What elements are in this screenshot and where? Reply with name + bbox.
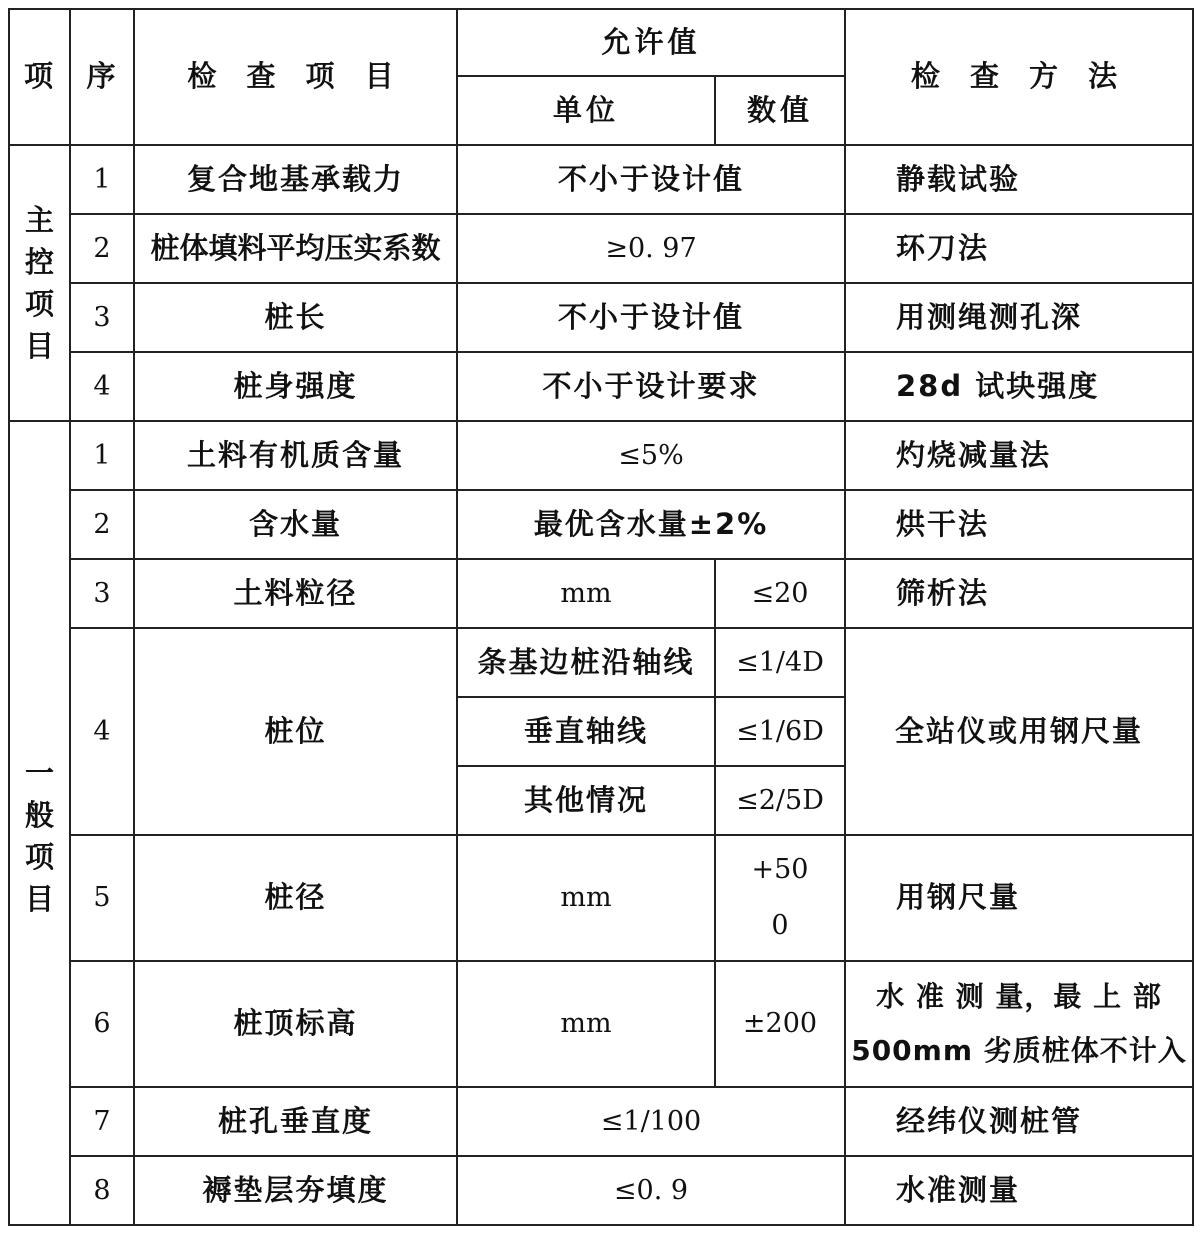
header-value: 数值 — [715, 76, 845, 145]
table-row — [9, 1087, 1193, 1156]
value-cell: ≤20 — [715, 559, 845, 628]
method-cell: 水准测量 — [845, 1156, 1193, 1225]
allowed-cell: ≤0. 9 — [457, 1156, 845, 1225]
value-upper: +50 — [751, 854, 809, 885]
header-method: 检 查 方 法 — [845, 9, 1193, 145]
method-line-2: 500mm 劣质桩体不计入 — [851, 1034, 1187, 1067]
header-allowed: 允许值 — [457, 9, 845, 76]
seq-cell: 8 — [70, 1156, 134, 1225]
value-cell: ±200 — [715, 961, 845, 1087]
method-cell: 筛析法 — [845, 559, 1193, 628]
unit-cell: 其他情况 — [457, 766, 715, 835]
table-row — [9, 835, 1193, 961]
allowed-cell: 不小于设计要求 — [457, 352, 845, 421]
category-label: 一般项目 — [24, 756, 54, 916]
seq-cell: 4 — [70, 628, 134, 835]
allowed-cell: ≥0. 97 — [457, 214, 845, 283]
seq-cell: 2 — [70, 214, 134, 283]
seq-cell: 4 — [70, 352, 134, 421]
inspection-table — [8, 8, 1194, 1226]
method-cell: 经纬仪测桩管 — [845, 1087, 1193, 1156]
unit-cell: mm — [457, 961, 715, 1087]
allowed-cell: 最优含水量±2% — [457, 490, 845, 559]
unit-cell: mm — [457, 559, 715, 628]
header-row-1 — [9, 9, 1193, 76]
table-row — [9, 961, 1193, 1087]
allowed-cell: ≤5% — [457, 421, 845, 490]
table-row — [9, 421, 1193, 490]
table-row — [9, 490, 1193, 559]
unit-cell: mm — [457, 835, 715, 961]
seq-cell: 1 — [70, 421, 134, 490]
value-lower: 0 — [771, 910, 789, 941]
category-general — [9, 421, 70, 1225]
item-cell: 桩顶标高 — [134, 961, 457, 1087]
header-seq: 序 — [70, 9, 134, 145]
category-label: 主控项目 — [24, 203, 54, 363]
seq-cell: 3 — [70, 559, 134, 628]
table-row — [9, 628, 1193, 697]
item-cell: 土料有机质含量 — [134, 421, 457, 490]
category-main-control — [9, 145, 70, 421]
item-cell: 复合地基承载力 — [134, 145, 457, 214]
item-cell: 桩体填料平均压实系数 — [134, 214, 457, 283]
method-cell: 28d 试块强度 — [845, 352, 1193, 421]
method-cell: 全站仪或用钢尺量 — [845, 628, 1193, 835]
item-cell: 桩身强度 — [134, 352, 457, 421]
header-unit: 单位 — [457, 76, 715, 145]
item-cell: 桩径 — [134, 835, 457, 961]
method-cell: 静载试验 — [845, 145, 1193, 214]
value-cell: ≤1/4D — [715, 628, 845, 697]
item-cell: 褥垫层夯填度 — [134, 1156, 457, 1225]
method-cell: 用钢尺量 — [845, 835, 1193, 961]
table-row — [9, 145, 1193, 214]
method-cell: 用测绳测孔深 — [845, 283, 1193, 352]
seq-cell: 1 — [70, 145, 134, 214]
unit-cell: 条基边桩沿轴线 — [457, 628, 715, 697]
header-category: 项 — [9, 9, 70, 145]
seq-cell: 6 — [70, 961, 134, 1087]
method-cell — [845, 961, 1193, 1087]
item-cell: 土料粒径 — [134, 559, 457, 628]
allowed-cell: 不小于设计值 — [457, 145, 845, 214]
method-cell: 环刀法 — [845, 214, 1193, 283]
value-cell — [715, 835, 845, 961]
item-cell: 桩长 — [134, 283, 457, 352]
method-line-1: 水 准 测 量，最 上 部 — [876, 980, 1162, 1013]
item-cell: 含水量 — [134, 490, 457, 559]
method-cell: 烘干法 — [845, 490, 1193, 559]
seq-cell: 3 — [70, 283, 134, 352]
allowed-cell: 不小于设计值 — [457, 283, 845, 352]
table-row — [9, 1156, 1193, 1225]
item-cell: 桩孔垂直度 — [134, 1087, 457, 1156]
value-cell: ≤2/5D — [715, 766, 845, 835]
table-row — [9, 283, 1193, 352]
seq-cell: 7 — [70, 1087, 134, 1156]
seq-cell: 5 — [70, 835, 134, 961]
allowed-cell: ≤1/100 — [457, 1087, 845, 1156]
table-row — [9, 559, 1193, 628]
seq-cell: 2 — [70, 490, 134, 559]
table-row — [9, 214, 1193, 283]
inspection-table-wrapper — [8, 8, 1194, 1226]
value-cell: ≤1/6D — [715, 697, 845, 766]
unit-cell: 垂直轴线 — [457, 697, 715, 766]
method-cell: 灼烧减量法 — [845, 421, 1193, 490]
item-cell: 桩位 — [134, 628, 457, 835]
header-item: 检 查 项 目 — [134, 9, 457, 145]
table-row — [9, 352, 1193, 421]
